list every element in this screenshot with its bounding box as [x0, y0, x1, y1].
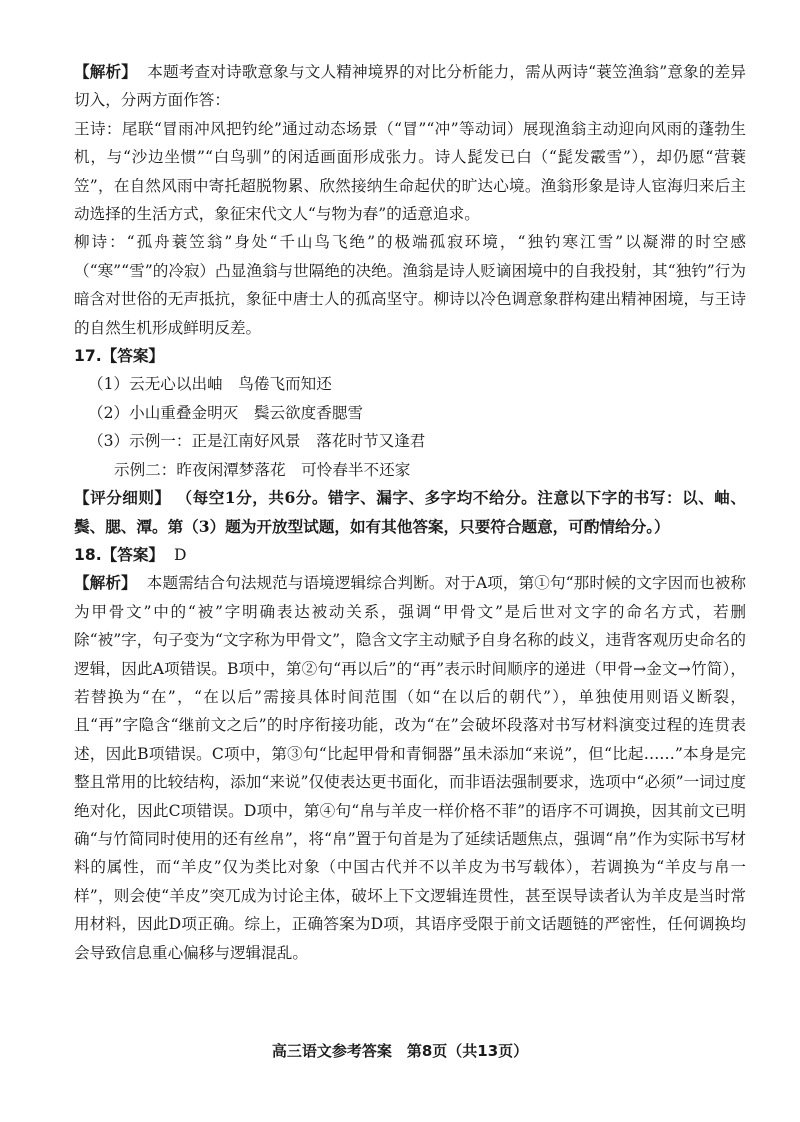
- wang-poem-analysis: 王诗：尾联“冒雨冲风把钓纶”通过动态场景（“冒”“冲”等动词）展现渔翁主动迎向风雨的蓬勃生机，与“沙边坐惯”“白鸟驯”的闲适画面形成张力。诗人髭发已白（“髭发霰雪”），却仍愿“营蓑笠”，在自然风雨中寄托超脱物累、欣然接纳生命起伏的旷达心境。渔翁形象是诗人宦海归来后主动选择的生活方式，象征宋代文人“与物为春”的适意追求。: [74, 119, 746, 224]
- question-number: 18.: [74, 545, 102, 564]
- analysis-tag: 【解析】: [74, 574, 137, 593]
- q17-answer-line-2: （2）小山重叠金明灭 鬓云欲度香腮雪: [88, 403, 364, 422]
- q18-analysis: [74, 569, 746, 967]
- answer-tag: 【答案】: [101, 545, 165, 564]
- q17-answer-example-2: 示例二：昨夜闲潭梦落花 可怜春半不还家: [114, 460, 411, 479]
- scoring-text: （每空1分，共6分。错字、漏字、多字均不给分。注意以下字的书写：以、岫、鬓、腮、潭。第（3）题为开放型试题，如有其他答案，只要符合题意，可酌情给分。）: [74, 488, 746, 536]
- analysis-intro-text: 本题考查对诗歌意象与文人精神境界的对比分析能力，需从两诗“蓑笠渔翁”意象的差异切入，分两方面作答：: [74, 63, 746, 110]
- answer-tag: 【答案】: [101, 347, 165, 366]
- q17-header: [74, 342, 746, 370]
- scoring-tag: 【评分细则】: [74, 489, 171, 508]
- q18-answer-value: D: [173, 545, 187, 564]
- answer-page-content: [74, 58, 746, 967]
- page-footer: 高三语文参考答案 第8页（共13页）: [271, 1042, 529, 1060]
- question-number: 17.: [74, 347, 102, 366]
- q16-analysis-intro: [74, 58, 746, 115]
- analysis-tag: 【解析】: [74, 63, 137, 81]
- q17-scoring-rules: [74, 484, 746, 541]
- q18-analysis-text: 本题需结合句法规范与语境逻辑综合判断。对于A项，第①句“那时候的文字因而也被称为甲骨文”中的“被”字明确表达被动关系，强调“甲骨文”是后世对文字的命名方式，若删除“被”字，句子变为“文字称为甲骨文”，隐含文字主动赋予自身名称的歧义，违背客观历史命名的逻辑，因此A项错误。B项中，第②句“再以后”的“再”表示时间顺序的递进（甲骨→金文→竹简），若替换为“在”，“在以后”需接具体时间范围（如“在以后的朝代”），单独使用则语义断裂，且“再”字隐含“继前文之后”的时序衔接功能，改为“在”会破坏段落对书写材料演变过程的连贯表述，因此B项错误。C项中，第③句“比起甲骨和青铜器”虽未添加“来说”，但“比起……”本身是完整且常用的比较结构，添加“来说”仅使表达更书面化，而非语法强制要求，选项中“必须”一词过度绝对化，因此C项错误。D项中，第④句“帛与羊皮一样价格不菲”的语序不可调换，因其前文已明确“与竹简同时使用的还有丝帛”，将“帛”置于句首是为了延续话题焦点，强调“帛”作为实际书写材料的属性，而“羊皮”仅为类比对象（中国古代并不以羊皮为书写载体），若调换为“羊皮与帛一样”，则会使“羊皮”突兀成为讨论主体，破坏上下文逻辑连贯性，甚至误导读者认为羊皮是当时常用材料，因此D项正确。综上，正确答案为D项，其语序受限于前文话题链的严密性，任何调换均会导致信息重心偏移与逻辑混乱。: [74, 574, 746, 962]
- q17-answer-line-1: （1）云无心以出岫 鸟倦飞而知还: [88, 375, 332, 394]
- liu-poem-analysis: 柳诗：“孤舟蓑笠翁”身处“千山鸟飞绝”的极端孤寂环境，“独钓寒江雪”以凝滞的时空感（“寒”“雪”的冷寂）凸显渔翁与世隔绝的决绝。渔翁是诗人贬谪困境中的自我投射，其“独钓”行为暗含对世俗的无声抵抗，象征中唐士人的孤高坚守。柳诗以冷色调意象群构建出精神困境，与王诗的自然生机形成鲜明反差。: [74, 233, 746, 337]
- q17-answer-line-3: （3）示例一：正是江南好风景 落花时节又逢君: [88, 432, 426, 451]
- q18-header: [74, 541, 746, 569]
